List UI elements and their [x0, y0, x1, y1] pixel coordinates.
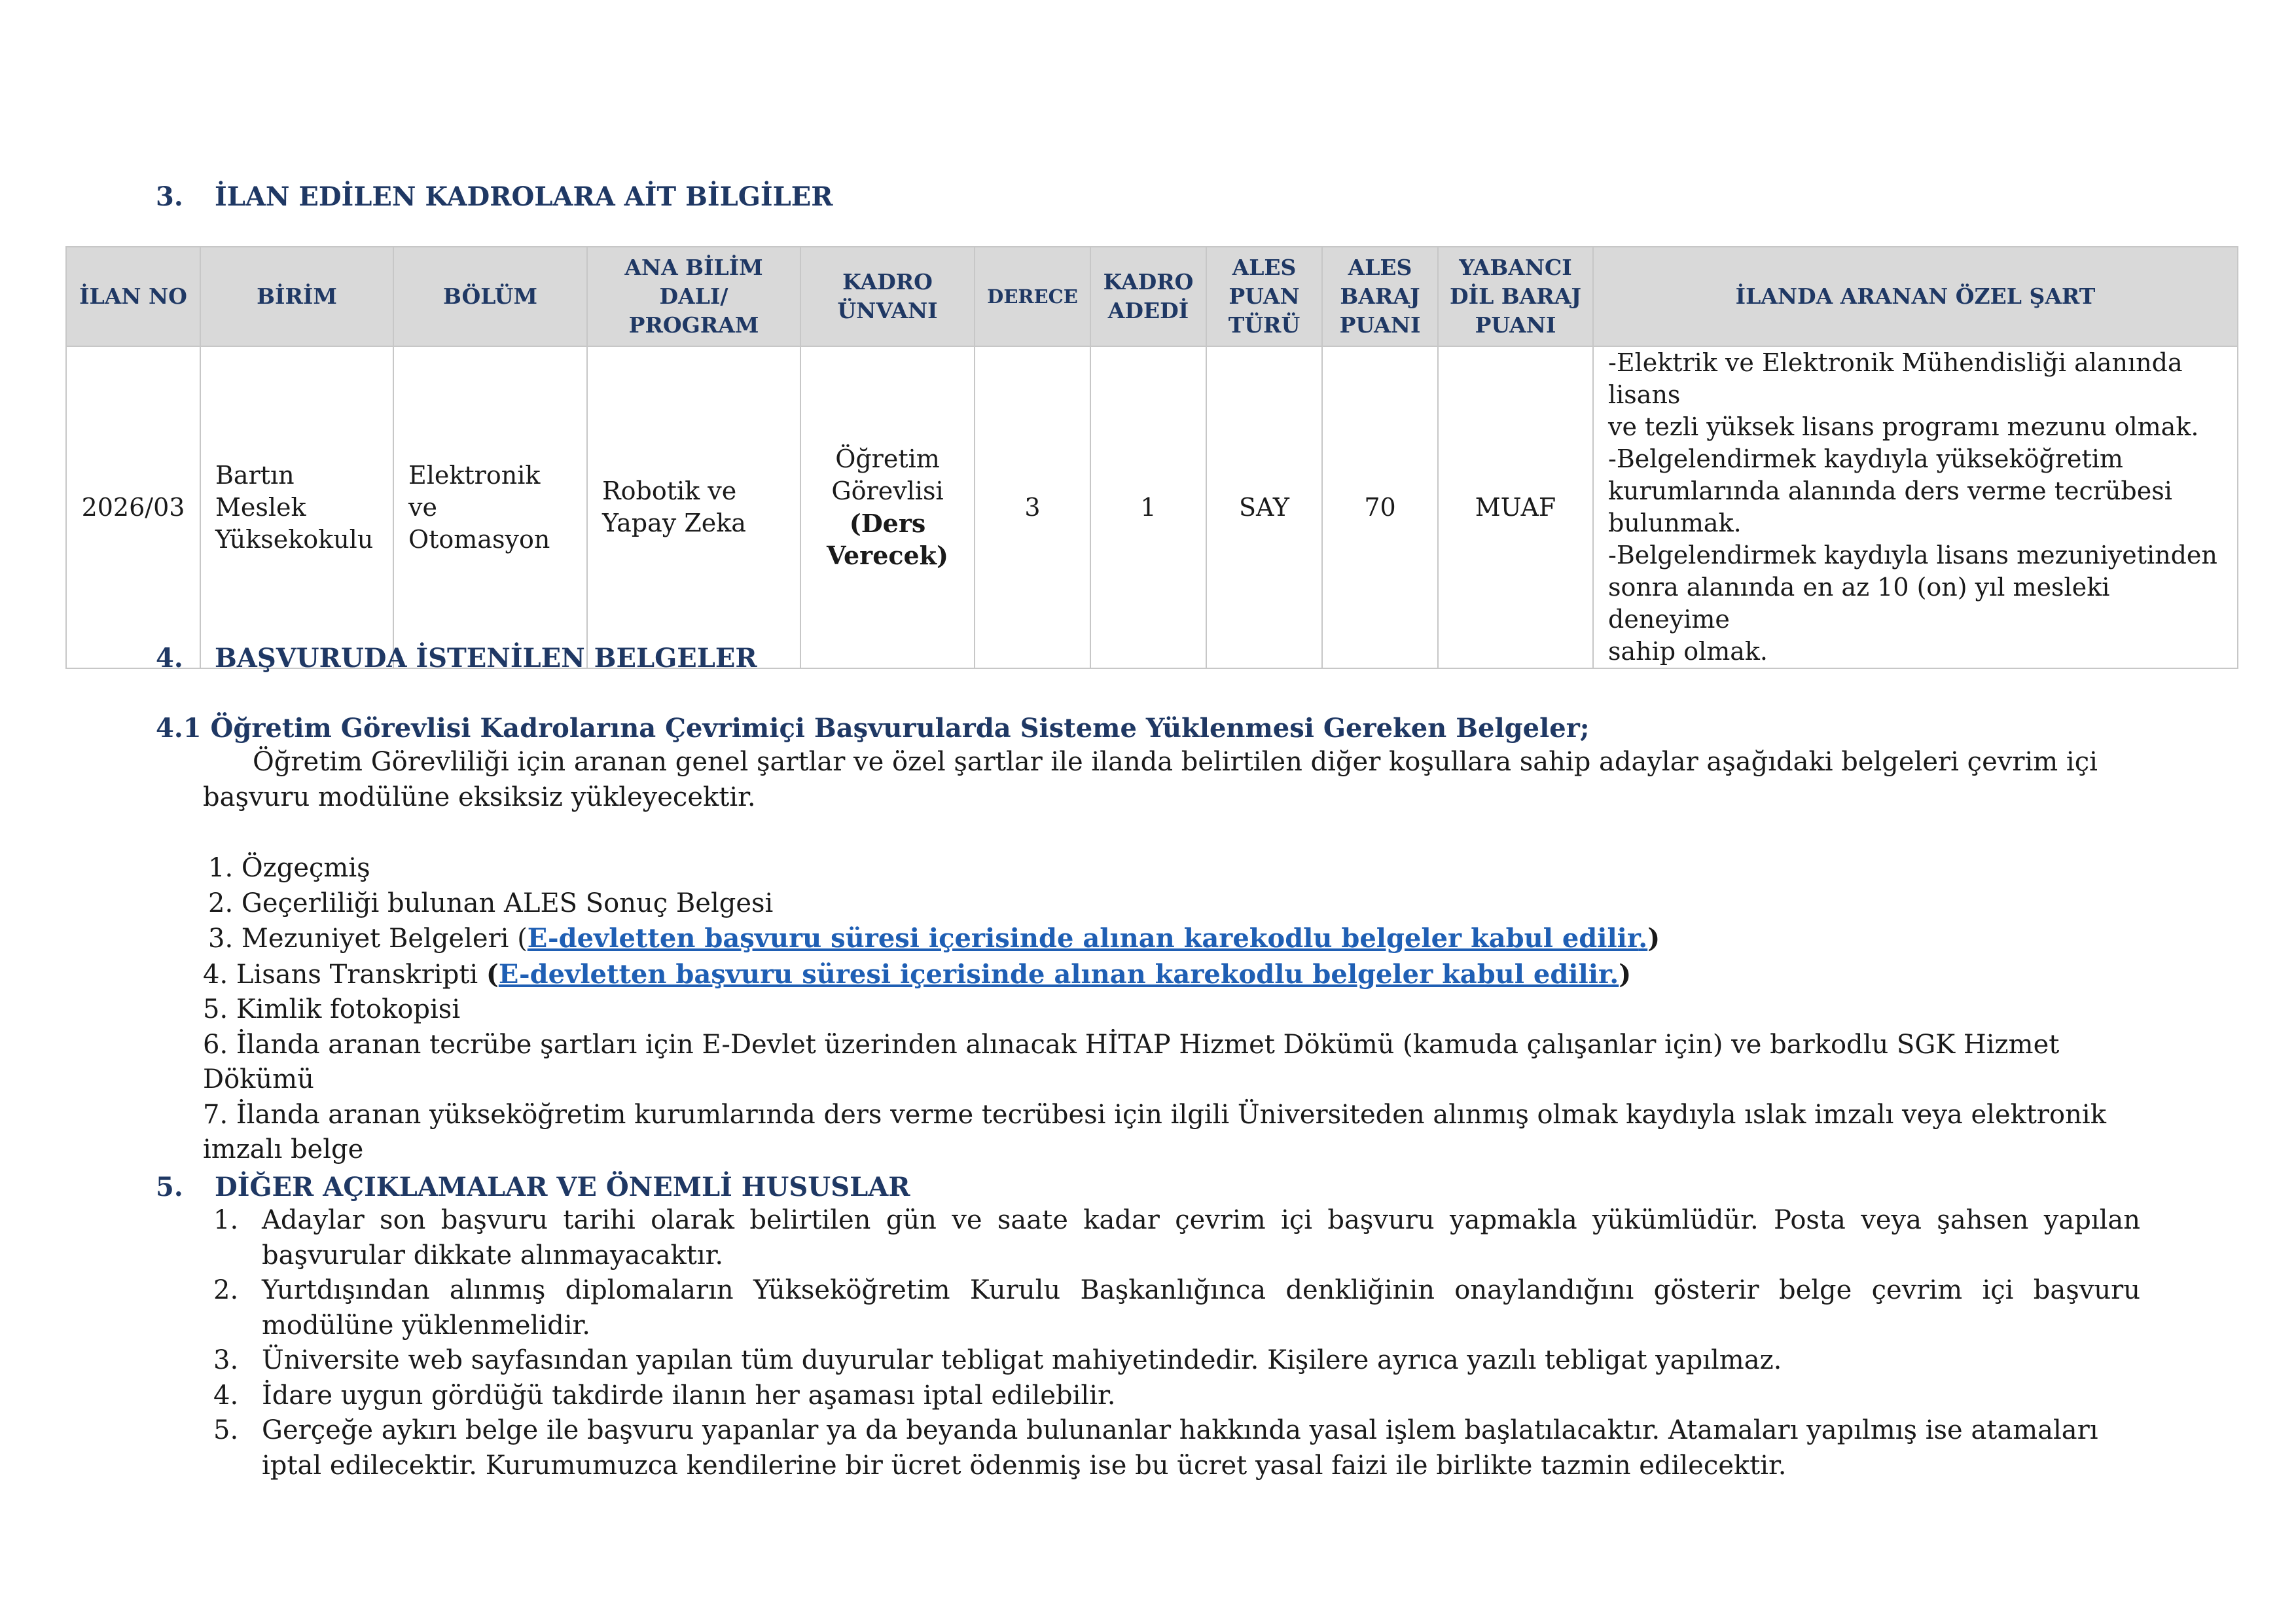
cell-derece: 3	[975, 346, 1090, 668]
cell-ilan-no: 2026/03	[66, 346, 200, 668]
cell-kadro-adedi: 1	[1090, 346, 1206, 668]
header-yabanci-dil: YABANCI DİL BARAJ PUANI	[1438, 247, 1593, 346]
edevlet-note-link[interactable]: E-devletten başvuru süresi içerisinde alınan karekodlu belgeler kabul edilir.	[498, 958, 1619, 990]
header-ales-puan-turu: ALES PUAN TÜRÜ	[1206, 247, 1322, 346]
notes-list	[213, 1203, 2140, 1483]
table-row	[66, 346, 2238, 668]
kadro-table	[65, 246, 2238, 669]
cell-ozel-sart: -Elektrik ve Elektronik Mühendisliği alanında lisans ve tezli yüksek lisans programı mezunu olmak. -Belgelendirmek kaydıyla yükseköğretim kurumlarında alanında ders verme tecrübesi bulunmak. -Belgelendirmek kaydıyla lisans mezuniyetinden sonra alanında en az 10 (on) yıl mesleki deneyime sahip olmak.	[1593, 346, 2238, 668]
list-item: 1. Adaylar son başvuru tarihi olarak belirtilen gün ve saate kadar çevrim içi başvuru yapmakla yükümlüdür. Posta veya şahsen yapılan başvurular dikkate alınmayacaktır.	[213, 1205, 2140, 1271]
header-bolum: BÖLÜM	[393, 247, 587, 346]
section-4-paragraph: Öğretim Görevliliği için aranan genel şartlar ve özel şartlar ile ilanda belirtilen diğer koşullara sahip adaylar aşağıdaki belgeleri çevrim içi başvuru modülüne eksiksiz yükleyecektir.	[203, 747, 2098, 812]
list-item: 1. Özgeçmiş	[208, 853, 370, 883]
cell-baraj-puani: 70	[1322, 346, 1438, 668]
subsection-4-1-title: 4.1 Öğretim Görevlisi Kadrolarına Çevrimiçi Başvurularda Sisteme Yüklenmesi Gereken Belgeler;	[156, 713, 1590, 744]
list-item: 5. Gerçeğe aykırı belge ile başvuru yapanlar ya da beyanda bulunanlar hakkında yasal işlem başlatılacaktır. Atamaları yapılmış ise atamaları iptal edilecektir. Kurumumuzca kendilerine bir ücret ödenmiş ise bu ücret yasal faizi ile birlikte tazmin edilecektir.	[213, 1415, 2098, 1481]
header-kadro-unvani: KADRO ÜNVANI	[800, 247, 975, 346]
header-birim: BİRİM	[200, 247, 393, 346]
cell-puan-turu: SAY	[1206, 346, 1322, 668]
header-ilan-no: İLAN NO	[66, 247, 200, 346]
header-ozel-sart: İLANDA ARANAN ÖZEL ŞART	[1593, 247, 2238, 346]
cell-bolum: Elektronik ve Otomasyon	[393, 346, 587, 668]
list-item: 7. İlanda aranan yükseköğretim kurumlarında ders verme tecrübesi için ilgili Üniversiteden alınmış olmak kaydıyla ıslak imzalı veya elektronik imzalı belge	[203, 1099, 2106, 1164]
section-5-title: DİĞER AÇIKLAMALAR VE ÖNEMLİ HUSUSLAR	[215, 1172, 910, 1202]
header-kadro-adedi: KADRO ADEDİ	[1090, 247, 1206, 346]
list-item: 3. Üniversite web sayfasından yapılan tüm duyurular tebligat mahiyetindedir. Kişilere ayrıca yazılı tebligat yapılmaz.	[213, 1345, 1782, 1375]
section-4-heading	[156, 640, 757, 677]
section-3-number: 3.	[156, 181, 183, 212]
section-3-heading	[156, 179, 833, 215]
cell-unvan: Öğretim Görevlisi (Ders Verecek)	[800, 346, 975, 668]
document-list	[203, 851, 2140, 1168]
section-4-number: 4.	[156, 643, 183, 674]
list-item: 3. Mezuniyet Belgeleri (E-devletten başvuru süresi içerisinde alınan karekodlu belgeler kabul edilir.)	[208, 923, 1660, 954]
list-item: 4. İdare uygun gördüğü takdirde ilanın her aşaması iptal edilebilir.	[213, 1380, 1116, 1411]
edevlet-note-link[interactable]: E-devletten başvuru süresi içerisinde alınan karekodlu belgeler kabul edilir	[527, 923, 1639, 954]
list-item: 6. İlanda aranan tecrübe şartları için E-Devlet üzerinden alınacak HİTAP Hizmet Dökümü (kamuda çalışanlar için) ve barkodlu SGK Hizmet Dökümü	[203, 1029, 2060, 1094]
section-5-number: 5.	[156, 1172, 183, 1202]
list-item: 4. Lisans Transkripti (E-devletten başvuru süresi içerisinde alınan karekodlu belgeler kabul edilir.)	[203, 958, 1632, 990]
list-item: 5. Kimlik fotokopisi	[203, 994, 461, 1024]
section-5-heading	[156, 1169, 910, 1206]
header-ana-bilim-dali: ANA BİLİM DALI/ PROGRAM	[587, 247, 800, 346]
cell-program: Robotik ve Yapay Zeka	[587, 346, 800, 668]
header-derece: DERECE	[975, 247, 1090, 346]
section-3-title: İLAN EDİLEN KADROLARA AİT BİLGİLER	[215, 181, 833, 212]
list-item: 2. Geçerliliği bulunan ALES Sonuç Belgesi	[208, 888, 774, 918]
list-item: 2. Yurtdışından alınmış diplomaların Yükseköğretim Kurulu Başkanlığınca denkliğinin onaylandığını gösterir belge çevrim içi başvuru modülüne yüklenmelidir.	[213, 1275, 2140, 1341]
section-4-title: BAŞVURUDA İSTENİLEN BELGELER	[215, 643, 757, 674]
table-header-row	[66, 247, 2238, 346]
cell-birim: Bartın Meslek Yüksekokulu	[200, 346, 393, 668]
cell-dil-puani: MUAF	[1438, 346, 1593, 668]
header-ales-baraj-puani: ALES BARAJ PUANI	[1322, 247, 1438, 346]
